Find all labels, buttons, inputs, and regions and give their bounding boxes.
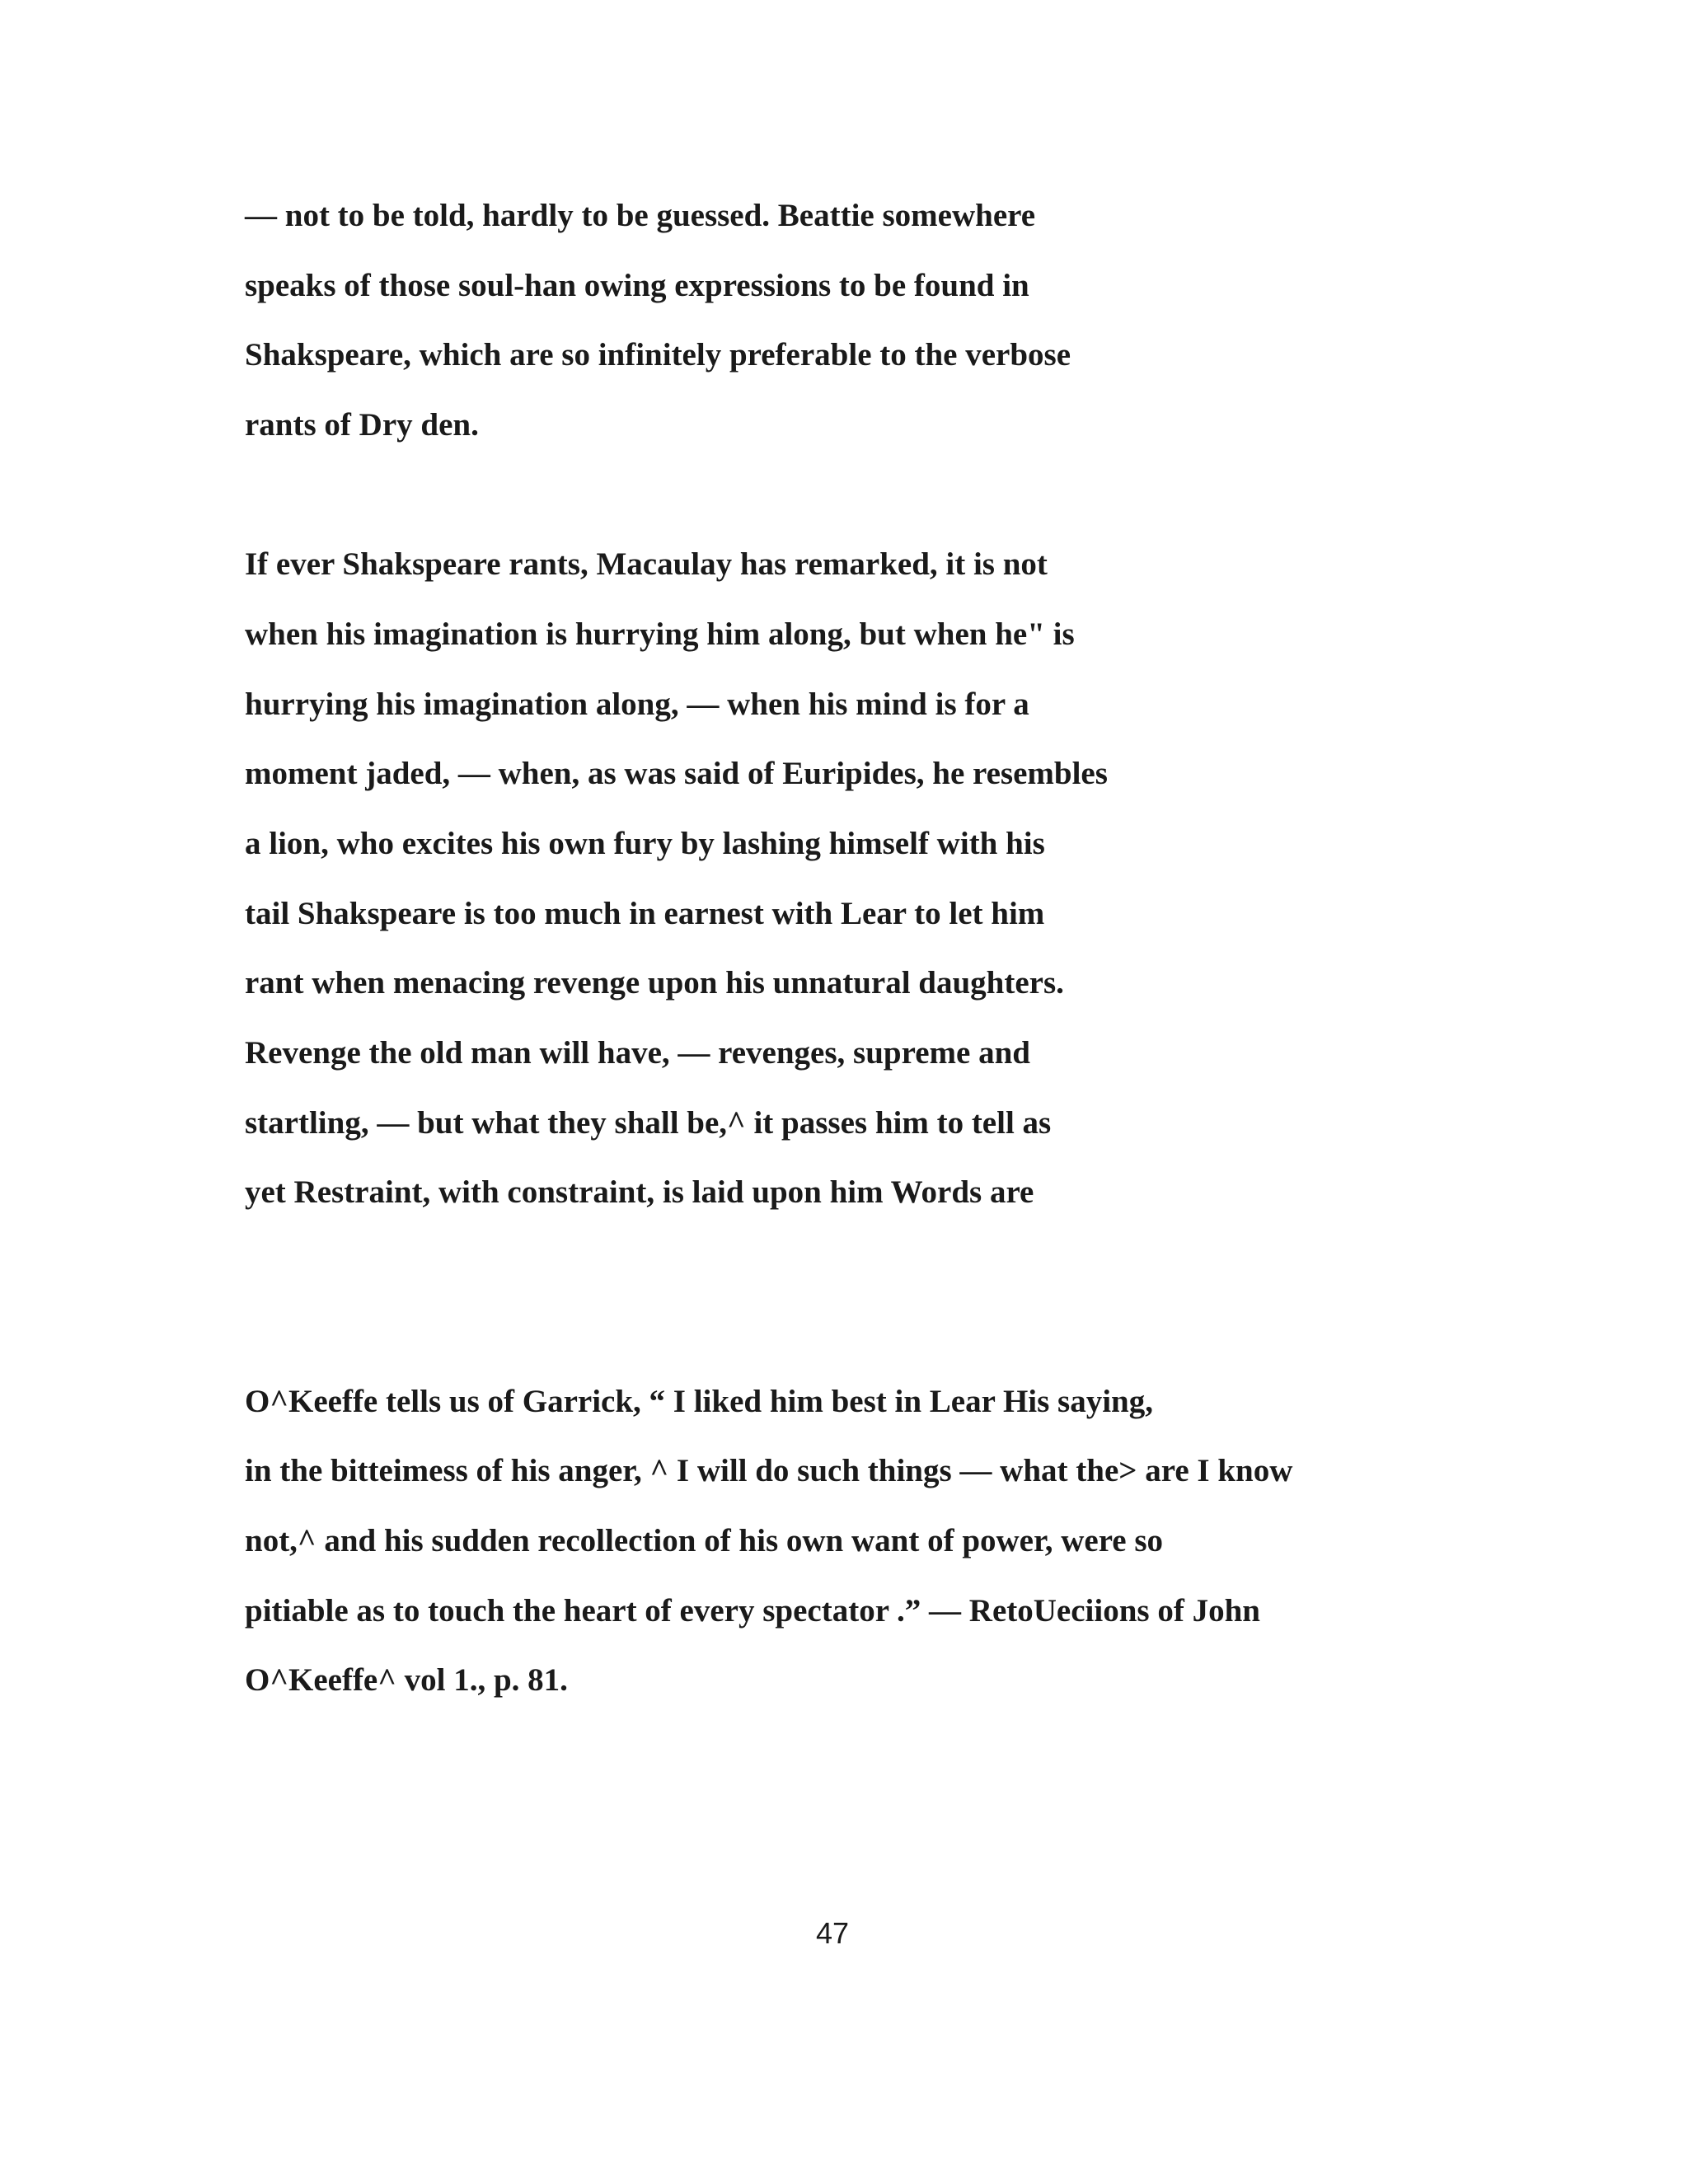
footnote-line-4: pitiable as to touch the heart of every spectator .” — RetoUeciions of John [245,1593,1260,1629]
paragraph-1-line-3: Shakspeare, which are so infinitely preferable to the verbose [245,337,1071,373]
paragraph-1-line-2: speaks of those soul-han owing expressions to be found in [245,268,1029,303]
paragraph-1-line-1: — not to be told, hardly to be guessed. Beattie somewhere [245,198,1036,233]
footnote-line-3: not,^ and his sudden recollection of his own want of power, were so [245,1523,1164,1558]
paragraph-2-line-6: tail Shakspeare is too much in earnest with Lear to let him [245,896,1045,931]
paragraph-2-line-10: yet Restraint, with constraint, is laid upon him Words are [245,1174,1034,1210]
paragraph-2-line-1: If ever Shakspeare rants, Macaulay has remarked, it is not [245,546,1048,582]
page-number: 47 [815,1916,850,1950]
paragraph-2-line-3: hurrying his imagination along, — when his mind is for a [245,687,1029,722]
paragraph-2-line-5: a lion, who excites his own fury by lashing himself with his [245,826,1045,861]
paragraph-1-line-4: rants of Dry den. [245,407,479,443]
footnote-line-1: O^Keeffe tells us of Garrick, “ I liked him best in Lear His saying, [245,1384,1153,1419]
paragraph-2-line-4: moment jaded, — when, as was said of Euripides, he resembles [245,756,1108,791]
paragraph-2-line-9: startling, — but what they shall be,^ it passes him to tell as [245,1105,1052,1141]
paragraph-2-line-2: when his imagination is hurrying him along, but when he" is [245,616,1075,652]
footnote-line-2: in the bitteimess of his anger, ^ I will do such things — what the> are I know [245,1453,1293,1488]
footnote-line-5: O^Keeffe^ vol 1., p. 81. [245,1662,568,1698]
paragraph-2-line-7: rant when menacing revenge upon his unnatural daughters. [245,965,1064,1001]
paragraph-2-line-8: Revenge the old man will have, — revenges, supreme and [245,1035,1030,1071]
